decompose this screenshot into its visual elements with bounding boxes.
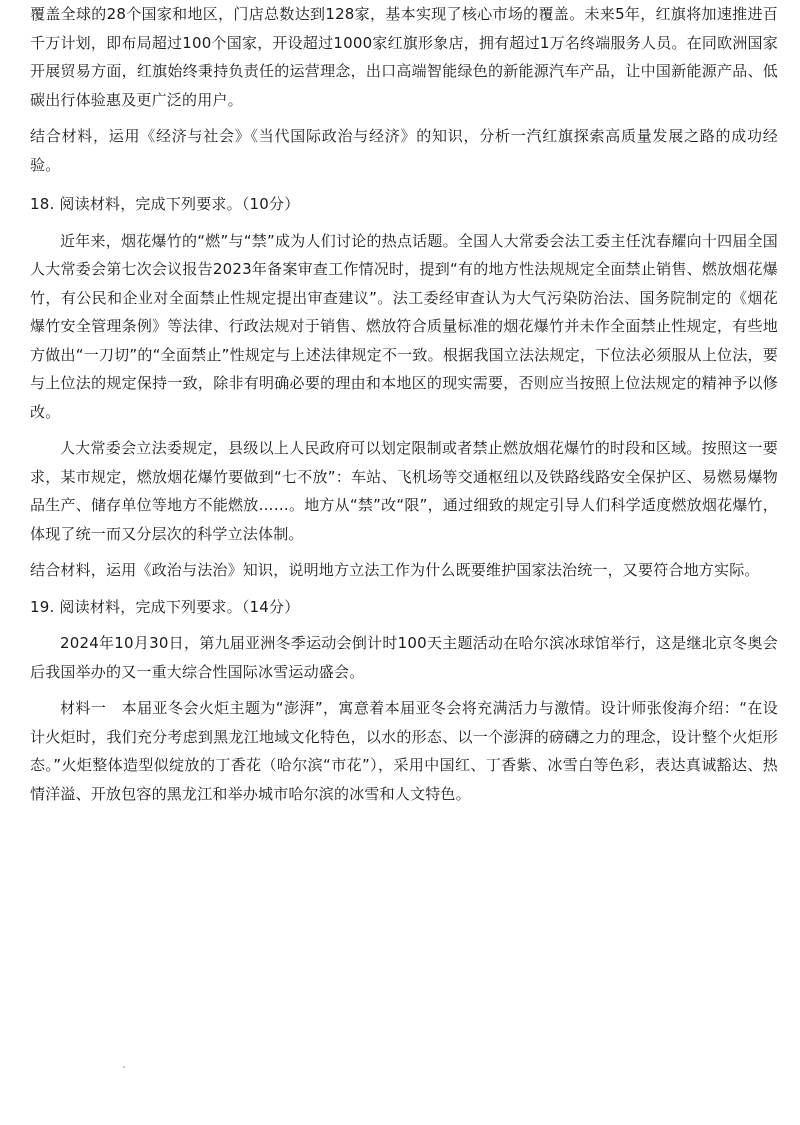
q19-heading: 19. 阅读材料，完成下列要求。（14分） [30, 597, 300, 616]
intro-continuation-paragraph: 覆盖全球的28个国家和地区，门店总数达到128家，基本实现了核心市场的覆盖。未来5年，红旗将加速推进百千万计划，即布局超过100个国家，开设超过1000家红旗形象店，拥有超过1万名终端服务人员。在同欧洲国家开展贸易方面，红旗始终秉持负责任的运营理念，出口高端智能绿色的新能源汽车产品，让中国新能源产品、低碳出行体验惠及更广泛的用户。 [30, 5, 778, 109]
q18-material-paragraph-1: 近年来，烟花爆竹的“燃”与“禁”成为人们讨论的热点话题。全国人大常委会法工委主任沈春耀向十四届全国人大常委会第七次会议报告2023年备案审查工作情况时，提到“有的地方性法规规定全面禁止销售、燃放烟花爆竹，有公民和企业对全面禁止性规定提出审查建议”。法工委经审查认为大气污染防治法、国务院制定的《烟花爆竹安全管理条例》等法律、行政法规对于销售、燃放符合质量标准的烟花爆竹并未作全面禁止性规定，有些地方做出“一刀切”的“全面禁止”性规定与上述法律规定不一致。根据我国立法法规定，下位法必须服从上位法，要与上位法的规定保持一致，除非有明确必要的理由和本地区的现实需要，否则应当按照上位法规定的精神予以修改。 [30, 231, 778, 421]
q19-material-intro-paragraph: 2024年10月30日，第九届亚洲冬季运动会倒计时100天主题活动在哈尔滨冰球馆举行，这是继北京冬奥会后我国举办的又一重大综合性国际冰雪运动盛会。 [30, 634, 778, 681]
q18-task-paragraph: 结合材料，运用《政治与法治》知识，说明地方立法工作为什么既要维护国家法治统一，又要符合地方实际。 [30, 561, 760, 579]
exam-page [30, 0, 778, 808]
q18-material-paragraph-2: 人大常委会立法委规定，县级以上人民政府可以划定限制或者禁止燃放烟花爆竹的时段和区域。按照这一要求，某市规定，燃放烟花爆竹要做到“七不放”：车站、飞机场等交通枢纽以及铁路线路安全保护区、易燃易爆物品生产、储存单位等地方不能燃放……。地方从“禁”改“限”，通过细致的规定引导人们科学适度燃放烟花爆竹，体现了统一而又分层次的科学立法体制。 [30, 439, 778, 543]
q17-task-paragraph: 结合材料，运用《经济与社会》《当代国际政治与经济》的知识，分析一汽红旗探索高质量发展之路的成功经验。 [30, 127, 778, 174]
q18-heading: 18. 阅读材料，完成下列要求。（10分） [30, 195, 300, 213]
stray-mark [123, 1066, 125, 1068]
q19-material-one-paragraph: 材料一 本届亚冬会火炬主题为“澎湃”，寓意着本届亚冬会将充满活力与激情。设计师张俊海介绍：“在设计火炬时，我们充分考虑到黑龙江地域文化特色，以水的形态、以一个澎湃的磅礴之力的理念，设计整个火炬形态。”火炬整体造型似绽放的丁香花（哈尔滨“市花”），采用中国红、丁香紫、冰雪白等色彩，表达真诚豁达、热情洋溢、开放包容的黑龙江和举办城市哈尔滨的冰雪和人文特色。 [30, 699, 778, 803]
